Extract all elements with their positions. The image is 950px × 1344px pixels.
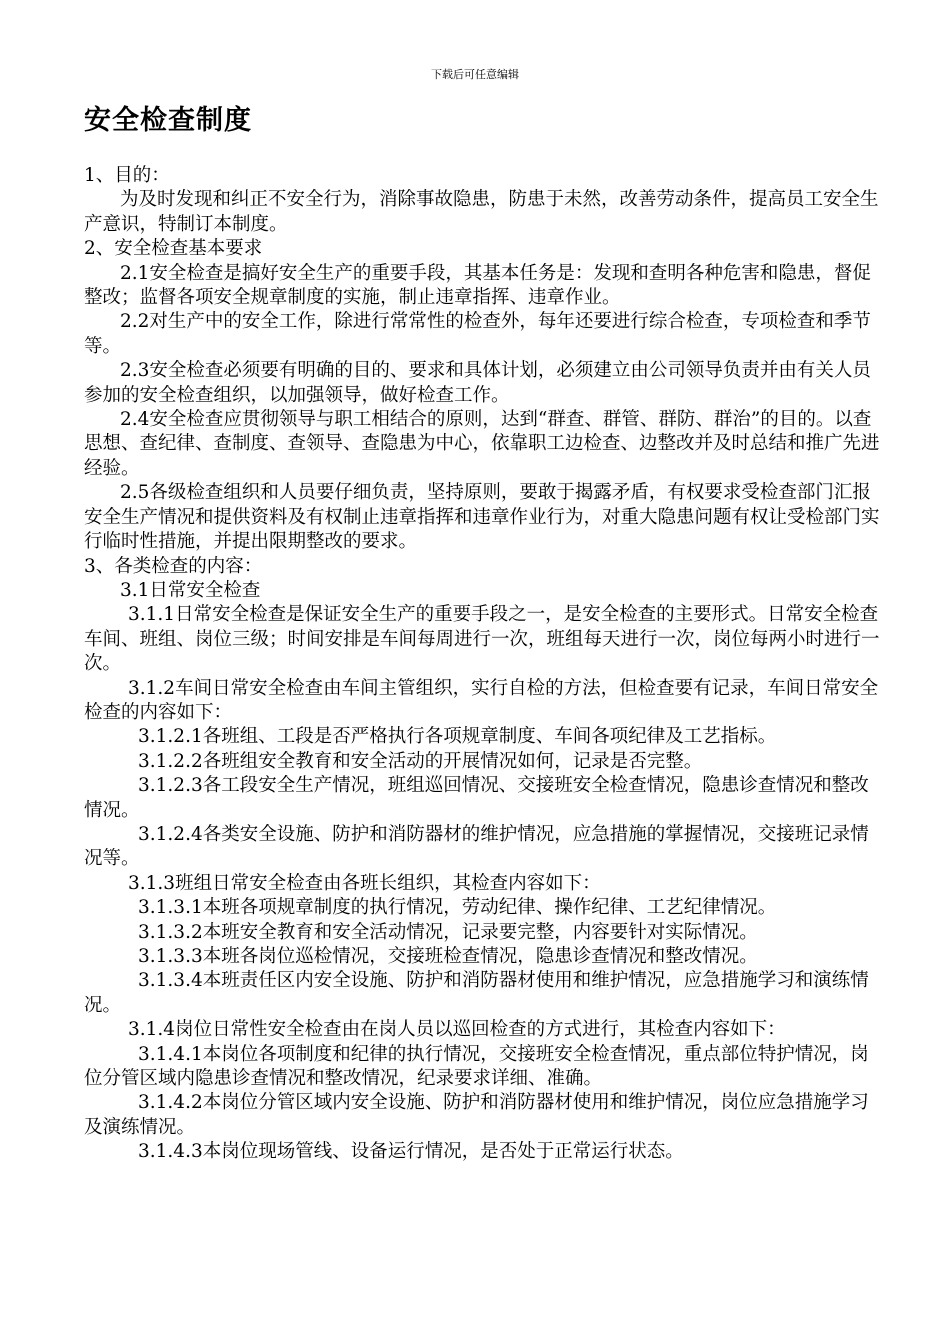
paragraph: 为及时发现和纠正不安全行为，消除事故隐患，防患于未然，改善劳动条件，提高员工安全生产意识，特制订本制度。 [84,189,879,235]
paragraph: 2.3安全检查必须要有明确的目的、要求和具体计划，必须建立由公司领导负责并由有关人员参加的安全检查组织，以加强领导，做好检查工作。 [84,360,871,406]
paragraph: 2.2对生产中的安全工作，除进行常常性的检查外，每年还要进行综合检查，专项检查和季节等。 [84,311,871,357]
paragraph: 2.4安全检查应贯彻领导与职工相结合的原则，达到“群查、群管、群防、群治”的目的。以查思想、查纪律、查制度、查领导、查隐患为中心，依靠职工边检查、边整改并及时总结和推广先进经验。 [84,409,880,479]
paragraph: 2、安全检查基本要求 [84,238,263,260]
paragraph: 3.1.1日常安全检查是保证安全生产的重要手段之一，是安全检查的主要形式。日常安全检查车间、班组、岗位三级；时间安排是车间每周进行一次，班组每天进行一次，岗位每两小时进行一次。 [84,604,880,675]
paragraph: 3.1日常安全检查 [120,579,261,601]
paragraph: 3.1.4岗位日常性安全检查由在岗人员以巡回检查的方式进行，其检查内容如下： [128,1019,786,1041]
document-body [84,164,884,1165]
paragraph: 3.1.3.1本班各项规章制度的执行情况，劳动纪律、操作纪律、工艺纪律情况。 [138,897,777,919]
paragraph: 3.1.2.3各工段安全生产情况，班组巡回情况、交接班安全检查情况，隐患诊查情况和整改情况。 [84,775,869,821]
paragraph: 1、目的： [84,165,170,186]
paragraph: 3、各类检查的内容： [84,555,263,577]
paragraph: 3.1.2.1各班组、工段是否严格执行各项规章制度、车间各项纪律及工艺指标。 [138,726,777,748]
paragraph: 3.1.3.2本班安全教育和安全活动情况，记录要完整，内容要针对实际情况。 [138,921,758,943]
paragraph: 3.1.2.2各班组安全教育和安全活动的开展情况如何，记录是否完整。 [138,750,703,772]
paragraph: 3.1.3.4本班责任区内安全设施、防护和消防器材使用和维护情况，应急措施学习和演练情况。 [84,970,869,1016]
page-title: 安全检查制度 [84,105,252,136]
paragraph: 3.1.4.2本岗位分管区域内安全设施、防护和消防器材使用和维护情况，岗位应急措施学习及演练情况。 [84,1092,869,1138]
header-note: 下载后可任意编辑 [431,68,519,81]
paragraph: 3.1.4.3本岗位现场管线、设备运行情况，是否处于正常运行状态。 [138,1141,684,1163]
paragraph: 3.1.4.1本岗位各项制度和纪律的执行情况，交接班安全检查情况，重点部位特护情况，岗位分管区域内隐患诊查情况和整改情况，纪录要求详细、准确。 [84,1043,869,1090]
paragraph: 3.1.2车间日常安全检查由车间主管组织，实行自检的方法，但检查要有记录，车间日常安全检查的内容如下： [84,677,879,723]
paragraph: 2.5各级检查组织和人员要仔细负责，坚持原则，要敢于揭露矛盾，有权要求受检查部门汇报安全生产情况和提供资料及有权制止违章指挥和违章作业行为，对重大隐患问题有权让受检部门实行临时性措施，并提出限期整改的要求。 [84,482,880,553]
paragraph: 3.1.3.3本班各岗位巡检情况，交接班检查情况，隐患诊查情况和整改情况。 [138,946,758,967]
paragraph: 3.1.3班组日常安全检查由各班长组织，其检查内容如下： [128,872,601,894]
paragraph: 2.1安全检查是搞好安全生产的重要手段，其基本任务是：发现和查明各种危害和隐患，督促整改；监督各项安全规章制度的实施，制止违章指挥、违章作业。 [84,262,871,309]
paragraph: 3.1.2.4各类安全设施、防护和消防器材的维护情况，应急措施的掌握情况，交接班记录情况等。 [84,823,869,870]
